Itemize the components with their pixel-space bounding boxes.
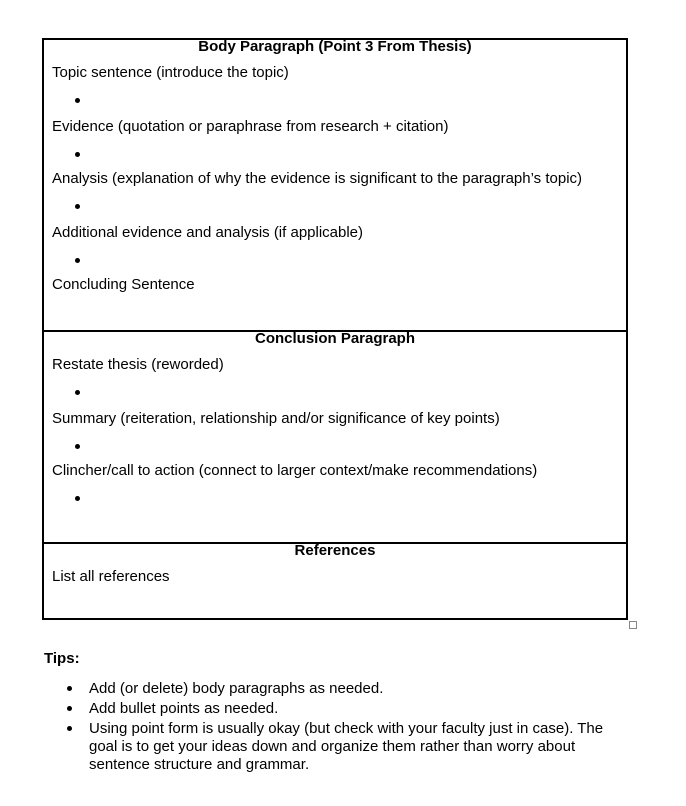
bullet-icon bbox=[67, 726, 72, 731]
bullet-icon[interactable] bbox=[75, 204, 80, 209]
bullet-icon bbox=[67, 706, 72, 711]
body-paragraph-heading: Body Paragraph (Point 3 From Thesis) bbox=[198, 38, 472, 55]
tip-item: Using point form is usually okay (but check with your faculty just in case). The goal is to get your ideas down and organize them rather than worry about sentence structure and grammar. bbox=[89, 720, 604, 773]
references-label: List all references bbox=[52, 568, 170, 585]
summary-label: Summary (reiteration, relationship and/or significance of key points) bbox=[52, 410, 500, 427]
tip-item: Add (or delete) body paragraphs as needed. bbox=[89, 680, 384, 697]
clincher-label: Clincher/call to action (connect to larger context/make recommendations) bbox=[52, 462, 538, 479]
analysis-label: Analysis (explanation of why the evidence is significant to the paragraph’s topic) bbox=[52, 170, 583, 187]
bullet-icon[interactable] bbox=[75, 98, 80, 103]
bullet-icon[interactable] bbox=[75, 258, 80, 263]
bullet-icon[interactable] bbox=[75, 444, 80, 449]
topic-sentence-label: Topic sentence (introduce the topic) bbox=[52, 64, 289, 81]
tips-title: Tips: bbox=[44, 650, 80, 667]
conclusion-paragraph-heading: Conclusion Paragraph bbox=[254, 330, 416, 347]
bullet-icon[interactable] bbox=[75, 496, 80, 501]
table-resize-handle[interactable] bbox=[629, 621, 637, 629]
concluding-sentence-label: Concluding Sentence bbox=[52, 276, 195, 293]
references-heading: References bbox=[294, 542, 376, 559]
evidence-label: Evidence (quotation or paraphrase from research + citation) bbox=[52, 118, 449, 135]
tip-item: Add bullet points as needed. bbox=[89, 700, 279, 717]
bullet-icon[interactable] bbox=[75, 390, 80, 395]
restate-thesis-label: Restate thesis (reworded) bbox=[52, 356, 224, 373]
bullet-icon[interactable] bbox=[75, 152, 80, 157]
additional-evidence-label: Additional evidence and analysis (if applicable) bbox=[52, 224, 364, 241]
bullet-icon bbox=[67, 686, 72, 691]
